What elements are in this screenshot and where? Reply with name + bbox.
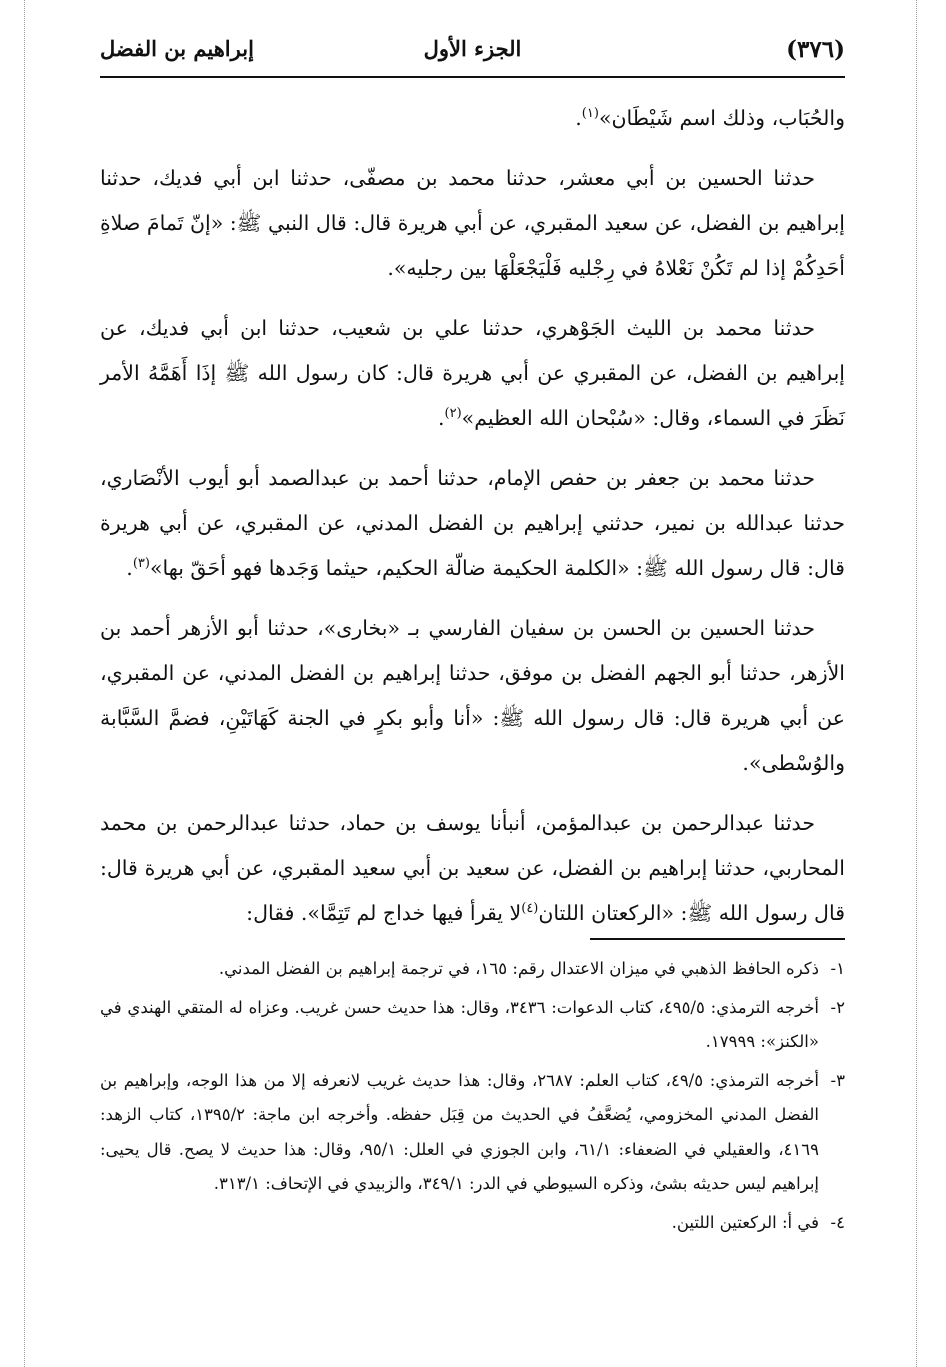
paragraph: حدثنا محمد بن جعفر بن حفص الإمام، حدثنا أحمد بن عبدالصمد أبو أيوب الأنْصَاري، حدثنا عبدالله بن نمير، حدثني إبراهيم بن الفضل المدني، عن المقبري، عن أبي هريرة قال: قال رسول الله ﷺ: «الكلمة الحكيمة ضالّة الحكيم، حيثما وَجَدها فهو أحَقّ بها»$^{(٣)}$. — [100, 466, 845, 580]
paragraph: والحُبَاب، وذلك اسم شَيْطَان»$^{(١)}$. — [575, 106, 845, 130]
footnote: ٤- في أ: الركعتين اللتين. — [100, 1206, 845, 1241]
footnote-ref: (١) — [581, 106, 599, 122]
margin-guide-right — [916, 0, 917, 1367]
footnote: ١- ذكره الحافظ الذهبي في ميزان الاعتدال رقم: ١٦٥، في ترجمة إبراهيم بن الفضل المدني. — [100, 952, 845, 987]
footnote: ٢- أخرجه الترمذي: ٤٩٥/٥، كتاب الدعوات: ٣٤٣٦، وقال: هذا حديث حسن غريب. وعزاه له المتقي الهندي في «الكنز»: ١٧٩٩٩. — [100, 991, 845, 1060]
footnote-ref: (٢) — [444, 406, 462, 422]
volume-title: الجزء الأول — [423, 36, 522, 61]
paragraph: حدثنا عبدالرحمن بن عبدالمؤمن، أنبأنا يوسف بن حماد، حدثنا عبدالرحمن بن محمد المحاربي، حدثنا إبراهيم بن الفضل، عن سعيد بن أبي سعيد المقبري، عن أبي هريرة قال: قال رسول الله ﷺ: «الركعتان اللتان$^{(٤)}$لا يقرأ فيها خداج لم تَتِمَّا». فقال: — [100, 811, 845, 925]
margin-guide-left — [24, 0, 25, 1367]
footnote-number: ١- — [830, 959, 845, 978]
main-text — [100, 96, 845, 951]
footnote-ref: (٣) — [132, 556, 150, 572]
page-number: (٣٧٦) — [786, 36, 845, 63]
entry-title: إبراهيم بن الفضل — [100, 36, 254, 61]
paragraph: حدثنا محمد بن الليث الجَوْهري، حدثنا علي بن شعيب، حدثنا ابن أبي فديك، عن إبراهيم بن الفضل، عن المقبري عن أبي هريرة قال: كان رسول الله ﷺ إذَا أَهَمَّهُ الأمر نَظَرَ في السماء، وقال: «سُبْحان الله العظيم»$^{(٢)}$. — [100, 316, 845, 430]
footnote-ref: (٤) — [521, 901, 539, 917]
footnote: ٣- أخرجه الترمذي: ٤٩/٥، كتاب العلم: ٢٦٨٧، وقال: هذا حديث غريب لانعرفه إلا من هذا الوجه، وإبراهيم بن الفضل المدني المخزومي، يُضعَّفُ في الحديث من قِبَل حفظه. وأخرجه ابن ماجة: ١٣٩٥/٢، كتاب الزهد: ٤١٦٩، والعقيلي في الضعفاء: ٦١/١، وابن الجوزي في العلل: ٩٥/١، وقال: هذا حديث لا يصح. قال يحيى: إبراهيم ليس حديثه بشئ، وذكره السيوطي في الدر: ٣٤٩/١، والزبيدي في الإتحاف: ٣١٣/١. — [100, 1064, 845, 1202]
footnotes — [100, 952, 845, 1244]
paragraph: حدثنا الحسين بن الحسن بن سفيان الفارسي بـ «بخارى»، حدثنا أبو الأزهر أحمد بن الأزهر، حدثنا أبو الجهم الفضل بن موفق، حدثنا إبراهيم بن الفضل المدني، عن المقبري، عن أبي هريرة قال: قال رسول الله ﷺ: «أنا وأبو بكرٍ في الجنة كَهَاتَيْنِ، فضمَّ السَّبَّابة والوُسْطى». — [100, 616, 845, 775]
paragraph: حدثنا الحسين بن أبي معشر، حدثنا محمد بن مصفّى، حدثنا ابن أبي فديك، حدثنا إبراهيم بن الفضل، عن سعيد المقبري، عن أبي هريرة قال: قال النبي ﷺ: «إنّ تَمامَ صلاةِ أحَدِكُمْ إذا لم تَكُنْ نَعْلاهُ في رِجْليه فَلْيَجْعَلْهَا بين رجليه». — [100, 166, 845, 280]
footnote-number: ٣- — [830, 1070, 845, 1090]
footnote-rule — [590, 938, 845, 940]
page-header — [100, 36, 845, 76]
header-rule — [100, 76, 845, 78]
footnote-number: ٤- — [830, 1212, 845, 1232]
footnote-number: ٢- — [830, 997, 845, 1017]
